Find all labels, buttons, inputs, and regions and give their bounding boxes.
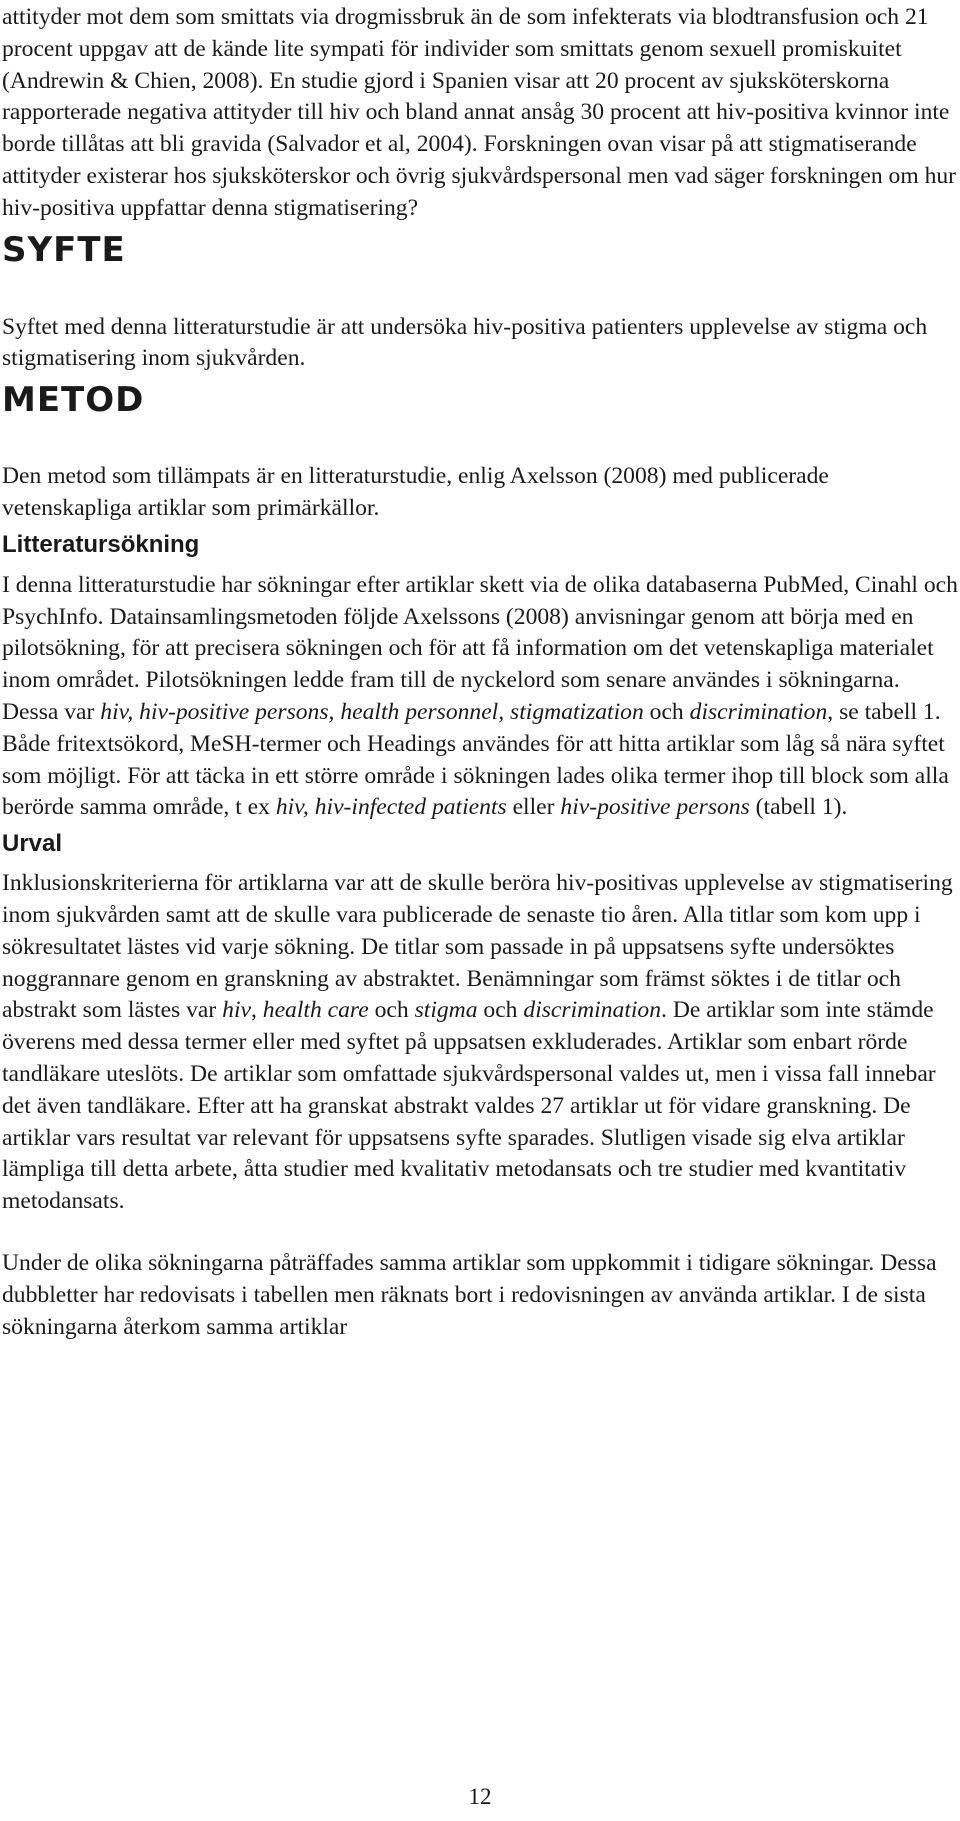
keyword-italic: discrimination	[689, 698, 828, 725]
urval-paragraph	[2, 868, 958, 1218]
keyword-italic: discrimination	[523, 997, 662, 1024]
page-number: 12	[468, 1784, 492, 1809]
dubbletter-paragraph: Under de olika sökningarna påträffades samma artiklar som uppkommit i tidigare sökningar. Dessa dubbletter har redovisats i tabellen men räknats bort i redovisningen av använda artiklar. I de sista sökningarna återkom samma artiklar	[2, 1249, 937, 1340]
text-run: , se tabell 1. Både fritextsökord, MeSH-termer och Headings användes för att hitta artiklar som låg så nära syftet som möjligt. För att täcka in ett större område i sökningen lades olika termer ihop till block som alla berörde samma område, t ex	[2, 698, 949, 821]
intro-paragraph: attityder mot dem som smittats via drogmissbruk än de som infekterats via blodtransfusion och 21 procent uppgav att de kände lite sympati för individer som smittats genom sexuell promiskuitet (Andrewin & Chien, 2008). En studie gjord i Spanien visar att 20 procent av sjuksköterskorna rapporterade negativa attityder till hiv och bland annat ansåg 30 procent att hiv-positiva kvinnor inte borde tillåtas att bli gravida (Salvador et al, 2004). Forskningen ovan visar på att stigmatiserande attityder existerar hos sjuksköterskor och övrig sjukvårdspersonal men vad säger forskningen om hur hiv-positiva uppfattar denna stigmatisering?	[2, 4, 957, 221]
text-run: I denna litteraturstudie har sökningar efter artiklar skett via de olika databaserna PubMed, Cinahl och PsychInfo. Datainsamlingsmetoden följde Axelssons (2008) anvisningar genom att börja med en pilotsökning, för att precisera sökningen och för att få information om det vetenskapliga materialet inom området. Pilotsökningen ledde fram till de nyckelord som senare användes i sökningarna. Dessa var	[2, 571, 958, 725]
text-run: och	[477, 997, 524, 1024]
text-run: . De artiklar som inte stämde överens med dessa termer eller med syftet på uppsatsen exkluderades. Artiklar som enbart rörde tandläkare uteslöts. De artiklar som omfattade sjukvårdspersonal valdes ut, men i vissa fall innebar det även tandläkare. Efter att ha granskat abstrakt valdes 27 artiklar ut för vidare granskning. De artiklar vars resultat var relevant för uppsatsens syfte sparades. Slutligen visade sig elva artiklar lämpliga till detta arbete, åtta studier med kvalitativ metodansats och tre studier med kvantitativ metodansats.	[2, 997, 936, 1215]
text-run: (tabell 1).	[749, 794, 848, 821]
heading-syfte: SYFTE	[2, 229, 126, 270]
litteratursokning-paragraph	[2, 570, 958, 824]
text-run: och	[368, 997, 415, 1024]
page-content	[2, 0, 958, 1343]
keyword-italic: hiv	[222, 997, 251, 1024]
heading-litteratursokning: Litteratursökning	[2, 530, 200, 558]
keyword-italic: hiv, hiv-positive persons, health personnel, stigmatization	[100, 698, 644, 725]
heading-metod: METOD	[2, 380, 145, 421]
text-run: ,	[250, 997, 263, 1024]
keyword-italic: stigma	[414, 997, 478, 1024]
text-run: och	[643, 698, 690, 725]
keyword-italic: health care	[262, 997, 369, 1024]
heading-urval: Urval	[2, 830, 63, 858]
keyword-italic: hiv-positive persons	[560, 794, 750, 821]
text-run: Inklusionskriterierna för artiklarna var att de skulle beröra hiv-positivas upplevelse av stigmatisering inom sjukvården samt att de skulle vara publicerade de senaste tio åren. Alla titlar som kom upp i sökresultatet lästes vid varje sökning. De titlar som passade in på uppsatsens syfte undersöktes noggrannare genom en granskning av abstraktet. Benämningar som främst söktes i de titlar och abstrakt som lästes var	[2, 870, 953, 1024]
metod-paragraph: Den metod som tillämpats är en litteraturstudie, enlig Axelsson (2008) med publicerade vetenskapliga artiklar som primärkällor.	[2, 463, 829, 521]
syfte-paragraph: Syftet med denna litteraturstudie är att undersöka hiv-positiva patienters upplevelse av stigma och stigmatisering inom sjukvården.	[2, 313, 928, 372]
keyword-italic: hiv, hiv-infected patients	[275, 794, 507, 821]
text-run: eller	[506, 794, 561, 821]
